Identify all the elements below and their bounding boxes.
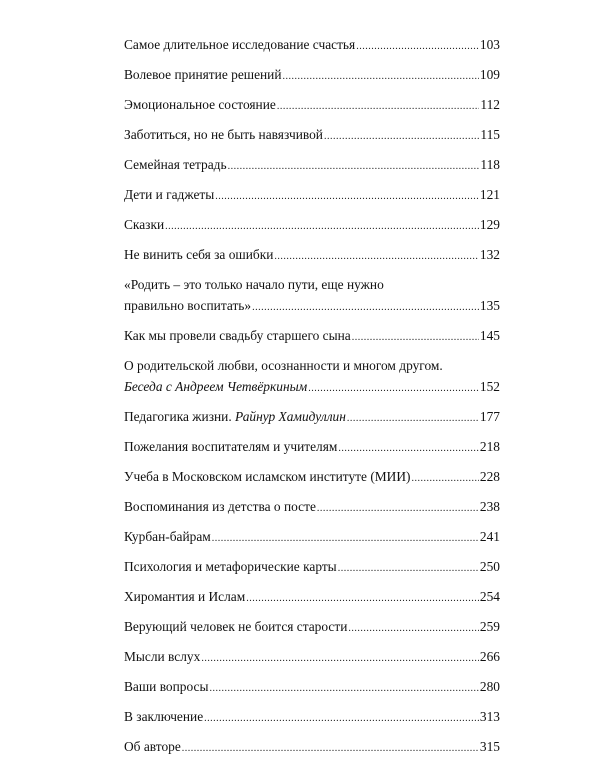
toc-entry-page: 313 xyxy=(479,709,500,724)
dot-leader xyxy=(308,380,479,397)
toc-entry xyxy=(124,678,500,697)
toc-entry-title: Пожелания воспитателям и учителям xyxy=(124,439,338,454)
toc-entry-page: 103 xyxy=(479,37,500,52)
dot-leader xyxy=(252,299,479,316)
toc-entry xyxy=(124,708,500,727)
table-of-contents xyxy=(124,36,500,757)
toc-entry-title: Верующий человек не боится старости xyxy=(124,619,348,634)
toc-entry-title: Волевое принятие решений xyxy=(124,67,282,82)
toc-entry-title-line2: Беседа с Андреем Четвёркиным xyxy=(124,379,308,394)
toc-entry-title: Не винить себя за ошибки xyxy=(124,247,274,262)
toc-entry xyxy=(124,96,500,115)
dot-leader xyxy=(283,68,479,85)
toc-entry xyxy=(124,276,500,316)
dot-leader xyxy=(215,188,479,205)
toc-entry-title: Заботиться, но не быть навязчивой xyxy=(124,127,323,142)
toc-entry xyxy=(124,618,500,637)
toc-entry-title: Семейная тетрадь xyxy=(124,157,227,172)
dot-leader xyxy=(182,740,479,757)
toc-entry-page: 280 xyxy=(479,679,500,694)
toc-entry xyxy=(124,558,500,577)
toc-entry-title: Хиромантия и Ислам xyxy=(124,589,246,604)
dot-leader xyxy=(348,620,479,637)
toc-entry xyxy=(124,438,500,457)
toc-entry xyxy=(124,468,500,487)
dot-leader xyxy=(204,710,479,727)
toc-entry-page: 145 xyxy=(479,328,500,343)
toc-entry-title: Сказки xyxy=(124,217,165,232)
toc-entry-title: Психология и метафорические карты xyxy=(124,559,337,574)
toc-entry-title: Ваши вопросы xyxy=(124,679,209,694)
dot-leader xyxy=(411,470,478,487)
toc-entry-page: 254 xyxy=(479,589,500,604)
toc-entry-page: 259 xyxy=(479,619,500,634)
toc-entry-title: Курбан-байрам xyxy=(124,529,211,544)
toc-entry xyxy=(124,588,500,607)
toc-entry-page: 135 xyxy=(479,298,500,313)
toc-entry xyxy=(124,357,500,397)
toc-entry-title-line1: «Родить – это только начало пути, еще нужно xyxy=(124,277,384,292)
toc-entry-page: 121 xyxy=(479,187,500,202)
dot-leader xyxy=(356,38,479,55)
toc-entry xyxy=(124,156,500,175)
dot-leader xyxy=(246,590,479,607)
toc-entry xyxy=(124,648,500,667)
dot-leader xyxy=(352,329,479,346)
toc-entry-title: Самое длительное исследование счастья xyxy=(124,37,356,52)
toc-entry-page: 266 xyxy=(479,649,500,664)
toc-entry xyxy=(124,246,500,265)
dot-leader xyxy=(165,218,479,235)
toc-entry-title: Педагогика жизни. xyxy=(124,409,232,424)
toc-entry-title-line2: правильно воспитать» xyxy=(124,298,252,313)
dot-leader xyxy=(317,500,479,517)
toc-entry-title: Воспоминания из детства о посте xyxy=(124,499,316,514)
toc-entry-title: Мысли вслух xyxy=(124,649,201,664)
toc-entry-page: 177 xyxy=(479,409,500,424)
toc-entry-page: 132 xyxy=(479,247,500,262)
toc-entry-page: 238 xyxy=(479,499,500,514)
toc-entry-page: 115 xyxy=(480,127,500,142)
toc-entry-title: Дети и гаджеты xyxy=(124,187,215,202)
toc-entry-page: 109 xyxy=(479,67,500,82)
toc-entry-title: В заключение xyxy=(124,709,204,724)
toc-entry-page: 129 xyxy=(479,217,500,232)
dot-leader xyxy=(338,560,479,577)
toc-entry-page: 315 xyxy=(479,739,500,754)
toc-entry-title: Учеба в Московском исламском институте (МИИ) xyxy=(124,469,411,484)
toc-entry-title-line2-wrap xyxy=(124,378,307,395)
toc-entry xyxy=(124,528,500,547)
toc-entry-page: 250 xyxy=(479,559,500,574)
dot-leader xyxy=(201,650,479,667)
toc-entry xyxy=(124,66,500,85)
dot-leader xyxy=(338,440,479,457)
toc-entry xyxy=(124,186,500,205)
dot-leader xyxy=(324,128,479,145)
toc-entry-page: 228 xyxy=(479,469,500,484)
toc-entry xyxy=(124,126,500,145)
toc-entry-title-italic: Райнур Хамидуллин xyxy=(235,409,346,424)
toc-entry xyxy=(124,36,500,55)
toc-entry-page: 112 xyxy=(480,97,500,112)
toc-entry-title-line1: О родительской любви, осознанности и многом другом. xyxy=(124,358,443,373)
dot-leader xyxy=(277,98,480,115)
toc-entry xyxy=(124,327,500,346)
dot-leader xyxy=(212,530,479,547)
dot-leader xyxy=(347,410,479,427)
toc-entry-page: 118 xyxy=(480,157,500,172)
toc-entry xyxy=(124,498,500,517)
dot-leader xyxy=(228,158,480,175)
toc-entry-title: Как мы провели свадьбу старшего сына xyxy=(124,328,351,343)
toc-entry-page: 218 xyxy=(479,439,500,454)
toc-entry-page: 241 xyxy=(479,529,500,544)
toc-entry xyxy=(124,216,500,235)
toc-entry-page: 152 xyxy=(479,379,500,394)
toc-entry-title: Эмоциональное состояние xyxy=(124,97,276,112)
dot-leader xyxy=(209,680,478,697)
toc-entry xyxy=(124,738,500,757)
dot-leader xyxy=(274,248,479,265)
toc-entry xyxy=(124,408,500,427)
toc-entry-title-wrap xyxy=(124,408,346,425)
toc-entry-title: Об авторе xyxy=(124,739,181,754)
